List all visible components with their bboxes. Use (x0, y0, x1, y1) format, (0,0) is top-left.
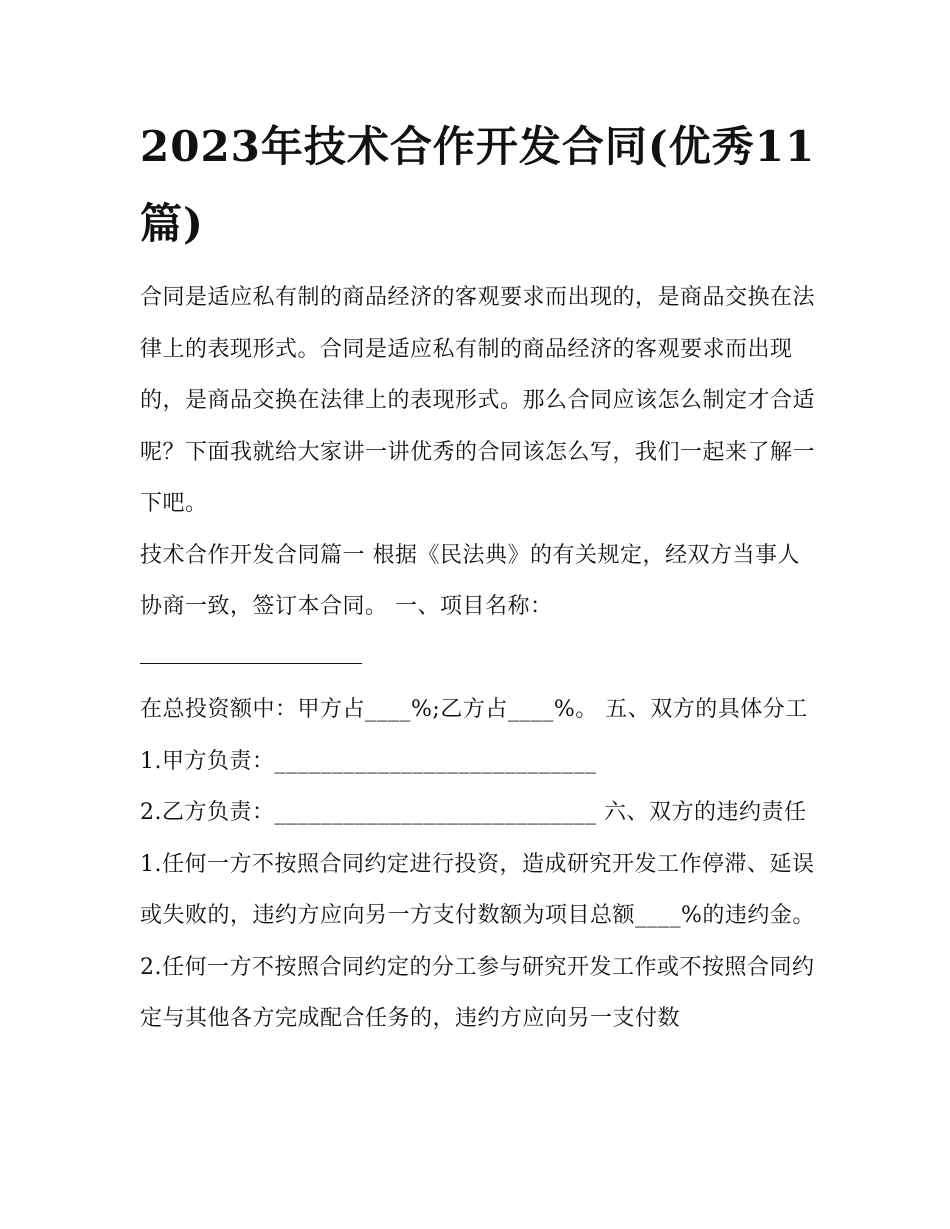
blank-underline (140, 663, 362, 664)
breach-clause-1: 1.任何一方不按照合同约定进行投资，造成研究开发工作停滞、延误或失败的，违约方应向另一方支付数额为项目总额____%的违约金。 (140, 851, 815, 928)
project-name-blank (140, 633, 820, 685)
contract-preamble-paragraph: 技术合作开发合同篇一 根据《民法典》的有关规定，经双方当事人协商一致，签订本合同。 一、项目名称： (140, 542, 800, 619)
investment-share-paragraph: 在总投资额中：甲方占____%;乙方占____%。 五、双方的具体分工 1.甲方负责：____________________________ (140, 697, 808, 774)
party-b-duty-paragraph: 2.乙方负责：____________________________ 六、双方的违约责任 (140, 800, 807, 825)
document-title: 2023年技术合作开发合同(优秀11篇) (140, 122, 816, 248)
breach-clause-2: 2.任何一方不按照合同约定的分工参与研究开发工作或不按照合同约定与其他各方完成配合任务的，违约方应向另一支付数 (140, 954, 815, 1031)
document-page (140, 108, 820, 1045)
intro-paragraph: 合同是适应私有制的商品经济的客观要求而出现的，是商品交换在法律上的表现形式。合同是适应私有制的商品经济的客观要求而出现的，是商品交换在法律上的表现形式。那么合同应该怎么制定才合适呢？下面我就给大家讲一讲优秀的合同该怎么写，我们一起来了解一下吧。 (140, 285, 816, 516)
